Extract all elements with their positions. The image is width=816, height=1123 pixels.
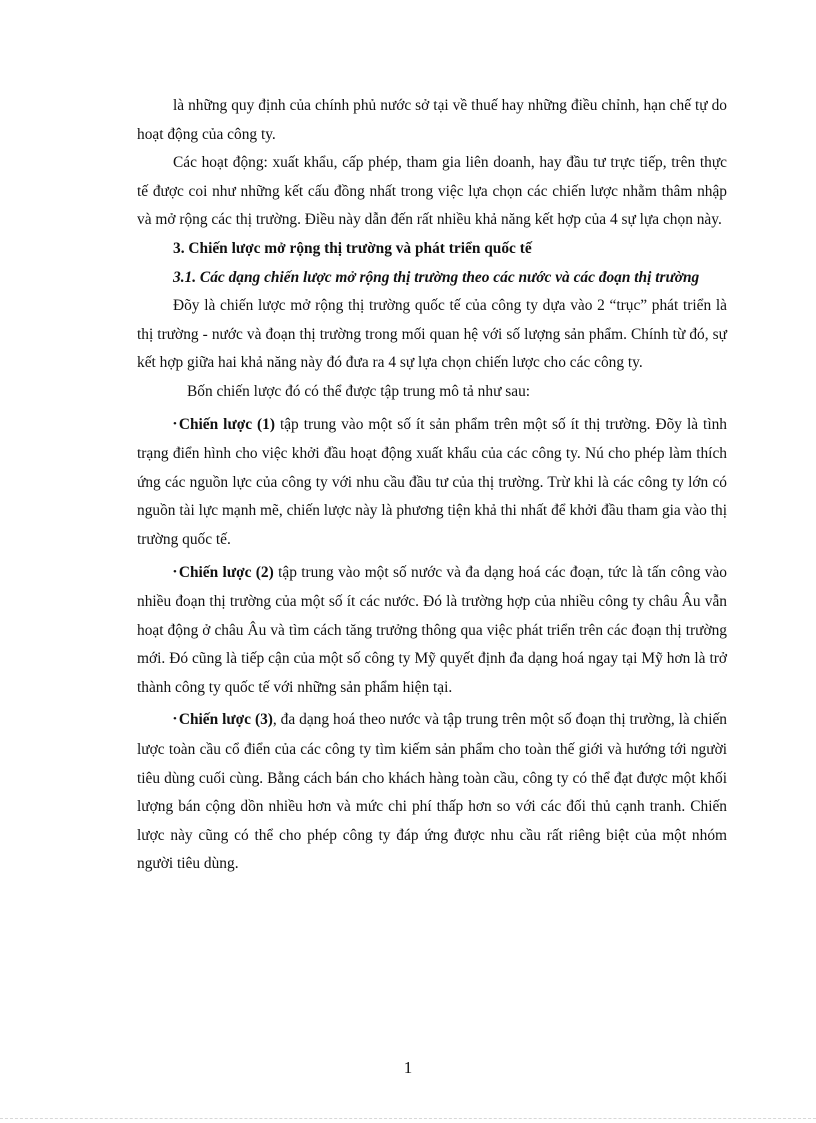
page-bottom-divider [0,1118,816,1119]
bullet-item-2 [137,559,727,703]
bullet-item-3 [137,706,727,879]
paragraph-4: Bốn chiến lược đó có thể được tập trung mô tả như sau: [187,382,531,400]
bullet-icon: • [173,565,177,578]
bullet-icon: • [173,713,177,726]
page-content [137,92,727,879]
heading-3: 3. Chiến lược mở rộng thị trường và phát triển quốc tế [173,239,532,257]
bullet-label: Chiến lược (2) [178,563,274,581]
bullet-item-1 [137,411,727,555]
paragraph-3: Đõy là chiến lược mở rộng thị trường quốc tế của công ty dựa vào 2 “trục” phát triển là thị trường - nước và đoạn thị trường trong mối quan hệ với số lượng sản phẩm. Chính từ đó, sự kết hợp giữa hai khả năng này đó đưa ra 4 sự lựa chọn chiến lược cho các công ty. [137,297,727,372]
paragraph-1: là những quy định của chính phủ nước sở tại về thuế hay những điều chỉnh, hạn chế tự do hoạt động của công ty. [137,97,727,143]
bullet-text: tập trung vào một số ít sản phẩm trên một số ít thị trường. Đõy là tình trạng điển hình cho việc khởi đầu hoạt động xuất khẩu của các công ty. Nú cho phép làm thích ứng các nguồn lực của công ty với nhu cầu đầu tư của thị trường. Trừ khi là các công ty lớn có nguồn tài lực mạnh mẽ, chiến lược này là phương tiện khả thi nhất để khởi đầu tham gia vào thị trường quốc tế. [137,415,727,548]
paragraph-2: Các hoạt động: xuất khẩu, cấp phép, tham gia liên doanh, hay đầu tư trực tiếp, trên thực tế được coi như những kết cấu đồng nhất trong việc lựa chọn các chiến lược nhằm thâm nhập và mở rộng các thị trường. Điều này dẫn đến rất nhiều khả năng kết hợp của 4 sự lựa chọn này. [137,154,727,229]
heading-3-1: 3.1. Các dạng chiến lược mở rộng thị trường theo các nước và các đoạn thị trường [173,268,700,286]
page-number: 1 [403,1058,413,1077]
bullet-label: Chiến lược (3) [178,711,273,729]
bullet-text: , đa dạng hoá theo nước và tập trung trên một số đoạn thị trường, là chiến lược toàn cầu cổ điển của các công ty tìm kiếm sản phẩm cho toàn thế giới và hướng tới người tiêu dùng cuối cùng. Bằng cách bán cho khách hàng toàn cầu, công ty có thể đạt được một khối lượng bán cộng dồn nhiều hơn và mức chi phí thấp hơn so với các đối thủ cạnh tranh. Chiến lược này cũng có thể cho phép công ty đáp ứng được nhu cầu rất riêng biệt của một nhóm người tiêu dùng. [137,711,727,873]
bullet-text: tập trung vào một số nước và đa dạng hoá các đoạn, tức là tấn công vào nhiều đoạn thị trường của một số ít các nước. Đó là trường hợp của nhiều công ty châu Âu vẫn hoạt động ở châu Âu và tìm cách tăng trưởng thông qua việc phát triển trên các đoạn thị trường mới. Đó cũng là tiếp cận của một số công ty Mỹ quyết định đa dạng hoá ngay tại Mỹ hơn là trở thành công ty quốc tế với những sản phẩm hiện tại. [137,563,727,696]
bullet-icon: • [173,417,177,430]
bullet-label: Chiến lược (1) [178,415,275,433]
